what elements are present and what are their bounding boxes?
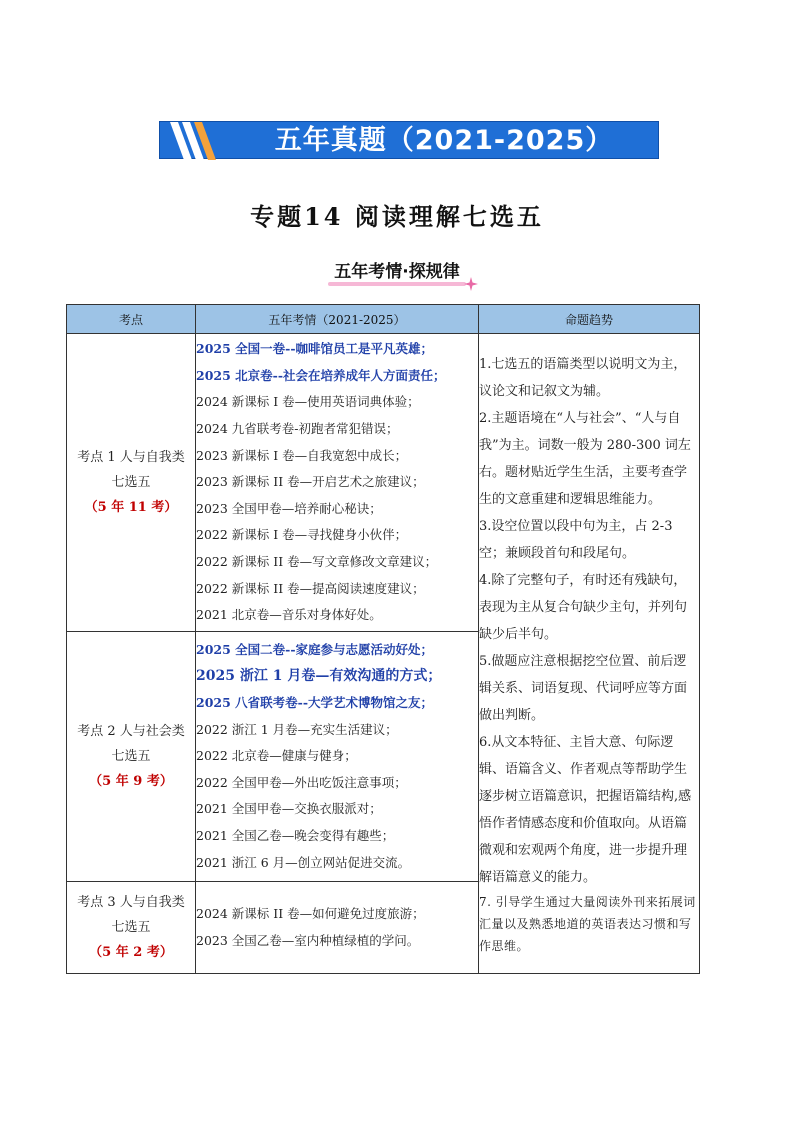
exam-item: 2021 浙江 6 月—创立网站促进交流。 xyxy=(196,854,411,870)
exam-list xyxy=(196,632,479,882)
title-banner xyxy=(159,121,659,159)
point-count: （5 年 11 考） xyxy=(84,500,178,515)
subheading-text: 五年考情·探规律 xyxy=(334,262,460,282)
exam-item: 2024 九省联考卷-初跑者常犯错误； xyxy=(196,421,399,437)
exam-item: 2024 新课标 I 卷—使用英语词典体验； xyxy=(196,394,420,410)
trend-paragraph: 1.七选五的语篇类型以说明文为主，议论文和记叙文为辅。 xyxy=(479,356,687,399)
header-trend: 命题趋势 xyxy=(479,305,700,334)
subheading-wrap xyxy=(328,257,465,282)
trend-paragraph: 5.做题应注意根据挖空位置、前后逻辑关系、词语复现、代词呼应等方面做出判断。 xyxy=(479,653,688,723)
trend-paragraph: 4.除了完整句子，有时还有残缺句，表现为主从复合句缺少主句，并列句缺少后半句。 xyxy=(479,572,688,642)
exam-item: 2025 八省联考卷--大学艺术博物馆之友； xyxy=(196,695,434,711)
exam-item: 2025 北京卷--社会在培养成年人方面责任； xyxy=(196,367,446,383)
point-name: 考点 2 人与社会类 xyxy=(77,724,185,739)
header-point: 考点 xyxy=(67,305,196,334)
topic-title: 专题14 阅读理解七选五 xyxy=(250,202,544,231)
exam-item: 2021 全国乙卷—晚会变得有趣些； xyxy=(196,827,395,843)
exam-item: 2021 北京卷—音乐对身体好处。 xyxy=(196,607,382,623)
subheading xyxy=(0,257,794,282)
point-name: 考点 1 人与自我类 xyxy=(77,450,185,465)
exam-item: 2024 新课标 II 卷—如何避免过度旅游； xyxy=(196,905,425,921)
point-type: 七选五 xyxy=(111,475,151,490)
sparkle-icon xyxy=(464,277,478,291)
point-type: 七选五 xyxy=(111,920,151,935)
point-type: 七选五 xyxy=(111,749,151,764)
exam-item: 2023 新课标 I 卷—自我宽恕中成长； xyxy=(196,447,408,463)
exam-item: 2023 全国乙卷—室内种植绿植的学问。 xyxy=(196,932,420,948)
trend-paragraph: 6.从文本特征、主旨大意、句际逻辑、语篇含义、作者观点等帮助学生逐步树立语篇意识，把握语篇结构,感悟作者情感态度和价值取向。从语篇微观和宏观两个角度，进一步提升理解语篇意义的能力。 xyxy=(479,734,692,885)
table-row xyxy=(67,334,700,632)
table-header-row xyxy=(67,305,700,334)
exam-item: 2025 全国一卷--咖啡馆员工是平凡英雄； xyxy=(196,341,434,357)
point-count: （5 年 2 考） xyxy=(89,945,173,960)
exam-item: 2022 新课标 II 卷—提高阅读速度建议； xyxy=(196,580,425,596)
trend-paragraph: 2.主题语境在“人与社会”、“人与自我”为主。词数一般为 280-300 词左右。题材贴近学生生活，主要考查学生的文意重建和逻辑思维能力。 xyxy=(479,410,691,507)
exam-item: 2023 新课标 II 卷—开启艺术之旅建议； xyxy=(196,474,425,490)
exam-item: 2023 全国甲卷—培养耐心秘诀； xyxy=(196,500,382,516)
exam-list xyxy=(196,882,479,974)
trend-paragraph: 3.设空位置以段中句为主，占 2-3 空；兼顾段首句和段尾句。 xyxy=(479,518,673,561)
exam-table xyxy=(66,304,700,974)
header-exams: 五年考情（2021-2025） xyxy=(196,305,479,334)
trend-cell xyxy=(479,334,700,974)
trend-paragraph: 7. 引导学生通过大量阅读外刊来拓展词汇量以及熟悉地道的英语表达习惯和写作思维。 xyxy=(479,894,696,953)
subheading-underline xyxy=(328,282,465,286)
exam-item: 2025 全国二卷--家庭参与志愿活动好处； xyxy=(196,641,434,657)
point-cell xyxy=(67,632,196,882)
exam-list xyxy=(196,334,479,632)
point-cell xyxy=(67,334,196,632)
point-name: 考点 3 人与自我类 xyxy=(77,895,185,910)
banner-title: 五年真题（2021-2025） xyxy=(274,125,614,156)
exam-item: 2025 浙江 1 月卷—有效沟通的方式； xyxy=(196,668,442,685)
exam-item: 2021 全国甲卷—交换衣服派对； xyxy=(196,801,382,817)
exam-item: 2022 全国甲卷—外出吃饭注意事项； xyxy=(196,774,407,790)
point-count: （5 年 9 考） xyxy=(89,774,173,789)
point-cell xyxy=(67,882,196,974)
exam-item: 2022 新课标 I 卷—寻找健身小伙伴； xyxy=(196,527,408,543)
stripes-decoration xyxy=(168,122,228,160)
exam-item: 2022 浙江 1 月卷—充实生活建议； xyxy=(196,721,398,737)
exam-item: 2022 北京卷—健康与健身； xyxy=(196,748,357,764)
exam-item: 2022 新课标 II 卷—写文章修改文章建议； xyxy=(196,553,438,569)
